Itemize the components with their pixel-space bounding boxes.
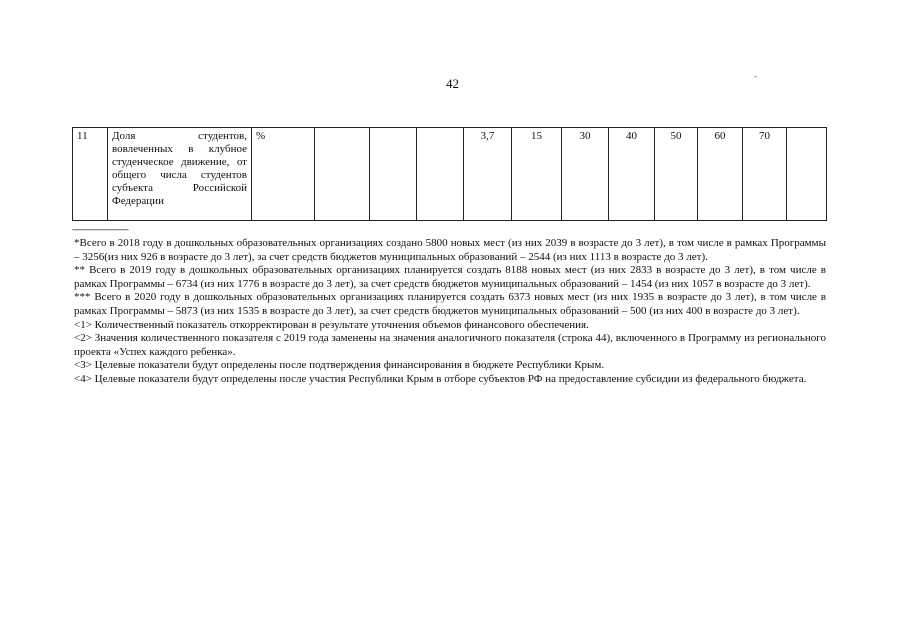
footnotes (74, 237, 826, 387)
footnote-2020: *** Всего в 2020 году в дошкольных образовательных организациях планируется создать 6373 новых мест (из них 1935 в возрасте до 3 лет), в том числе в рамках Программы – 5873 (из них 1535 в возрасте до 3 лет), за счет средств бюджетов муниципальных образований – 500 (из них 400 в возрасте до 3 лет). (74, 291, 826, 317)
value-cell: 15 (512, 128, 562, 221)
page-number: 42 (446, 76, 459, 91)
value-cell (315, 128, 370, 221)
value-cell: 70 (743, 128, 787, 221)
footnote-2: <2> Значения количественного показателя с 2019 года заменены на значения аналогичного показателя (строка 44), включенного в Программу из регионального проекта «Успех каждого ребенка». (74, 332, 826, 358)
footnote-2019: ** Всего в 2019 году в дошкольных образовательных организациях планируется создать 8188 новых мест (из них 2833 в возрасте до 3 лет), в том числе в рамках Программы – 6734 (из них 1776 в возрасте до 3 лет), за счет средств бюджетов муниципальных образований – 1454 (из них 1057 в возрасте до 3 лет). (74, 264, 826, 290)
unit-cell: % (252, 128, 315, 221)
table-row (73, 128, 827, 221)
value-cell (787, 128, 827, 221)
row-number-cell: 11 (73, 128, 108, 221)
indicator-table (72, 127, 827, 221)
value-cell: 3,7 (464, 128, 512, 221)
footnote-1: <1> Количественный показатель откорректирован в результате уточнения объемов финансового обеспечения. (74, 318, 589, 331)
value-cell: 40 (609, 128, 655, 221)
footnote-3: <3> Целевые показатели будут определены после подтверждения финансирования в бюджете Республики Крым. (74, 359, 605, 372)
footnote-divider: ---------------------------- (72, 224, 128, 234)
value-cell: 50 (655, 128, 698, 221)
footnote-2018: *Всего в 2018 году в дошкольных образовательных организациях создано 5800 новых мест (из них 2039 в возрасте до 3 лет), в том числе в рамках Программы – 3256(из них 926 в возрасте до 3 лет), за счет средств бюджетов муниципальных образований – 2544 (из них 1113 в возрасте до 3 лет). (74, 237, 826, 263)
value-cell (417, 128, 464, 221)
corner-mark: - (754, 71, 757, 81)
value-cell: 30 (562, 128, 609, 221)
footnote-4: <4> Целевые показатели будут определены после участия Республики Крым в отборе субъектов РФ на предоставление субсидии из федерального бюджета. (74, 372, 807, 385)
indicator-name: Доля студентов, вовлеченных в клубное студенческое движение, от общего числа студентов субъекта Российской Федерации (112, 130, 247, 207)
indicator-name-cell (108, 128, 252, 221)
value-cell (370, 128, 417, 221)
value-cell: 60 (698, 128, 743, 221)
